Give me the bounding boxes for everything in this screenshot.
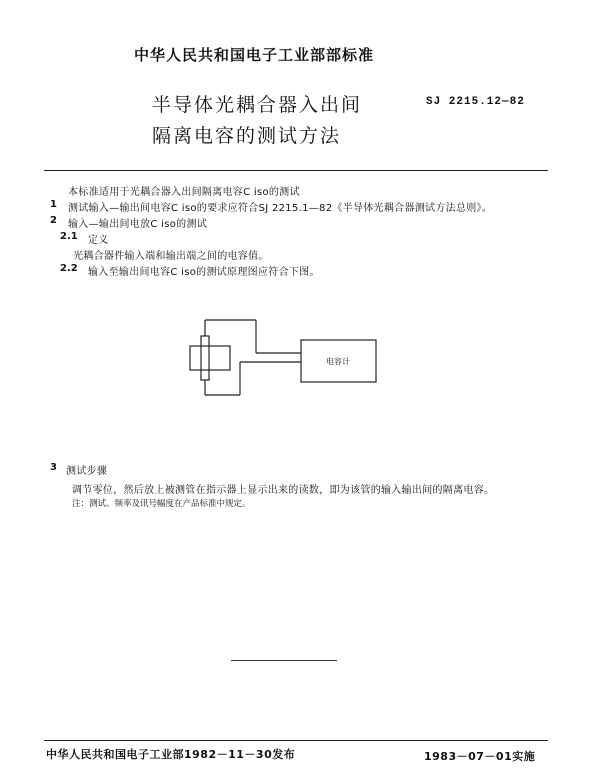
section-2-1-number: 2.1 bbox=[60, 231, 78, 242]
section-1-text: 测试输入—输出间电容C iso的要求应符合SJ 2215.1—82《半导体光耦合器测试方法总则》。 bbox=[68, 203, 493, 214]
capacitance-meter-label: 电容计 bbox=[326, 357, 350, 366]
section-2-2-number: 2.2 bbox=[60, 263, 78, 274]
section-2-1-title: 定义 bbox=[88, 235, 109, 246]
document-title-line1: 半导体光耦合器入出间 bbox=[152, 94, 363, 116]
document-title-line2: 隔离电容的测试方法 bbox=[152, 125, 342, 147]
section-2-text: 输入—输出间电放C iso的测试 bbox=[68, 219, 208, 230]
section-3-number: 3 bbox=[50, 462, 57, 473]
optocoupler-pin-block bbox=[201, 336, 209, 380]
optocoupler-device bbox=[190, 346, 230, 370]
section-3-text: 调节零位，然后放上被测管在指示器上显示出来的读数，即为该管的输入输出间的隔离电容。 bbox=[72, 485, 495, 496]
effective-date: 1983－07－01实施 bbox=[424, 750, 536, 763]
section-3-title: 测试步骤 bbox=[66, 466, 108, 477]
issuing-organization: 中华人民共和国电子工业部部标准 bbox=[134, 46, 375, 64]
end-of-text-rule bbox=[231, 660, 337, 661]
section-1-number: 1 bbox=[50, 199, 57, 210]
section-2-2-text: 输入至输出间电容C iso的测试原理图应符合下图。 bbox=[88, 267, 320, 278]
header-divider bbox=[44, 170, 548, 171]
standard-number: SJ 2215.12—82 bbox=[426, 96, 525, 108]
footer-divider bbox=[44, 740, 548, 741]
section-2-1-text: 光耦合器件输入端和输出端之间的电容值。 bbox=[73, 251, 269, 262]
issue-date: 中华人民共和国电子工业部1982－11－30发布 bbox=[46, 748, 296, 761]
intro-paragraph: 本标准适用于光耦合器入出间隔离电容C iso的测试 bbox=[68, 187, 300, 198]
test-circuit-diagram bbox=[180, 310, 380, 400]
footnote: 注：测试、频率及讯号幅度在产品标准中规定。 bbox=[72, 499, 251, 509]
section-2-number: 2 bbox=[50, 215, 57, 226]
